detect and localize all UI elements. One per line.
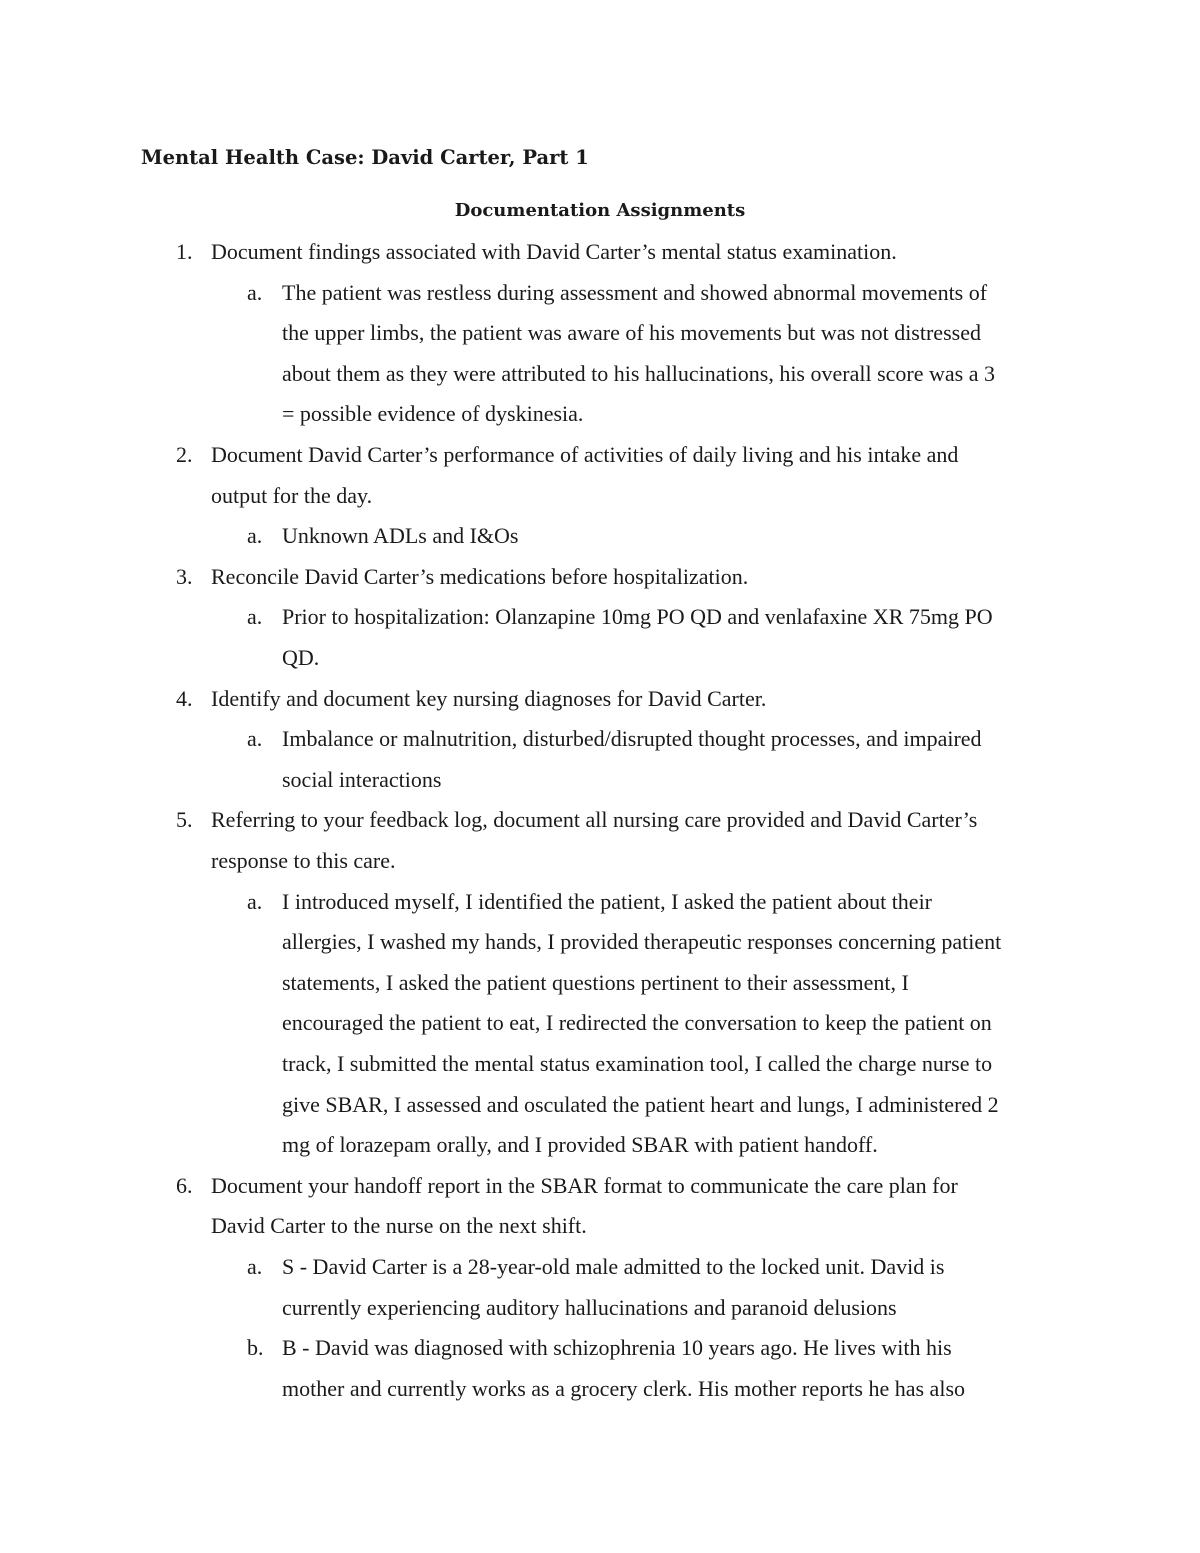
subitem-letter: a.: [247, 888, 263, 914]
line-text: statements, I asked the patient questions pertinent to their assessment, I: [282, 969, 909, 995]
line-text: Prior to hospitalization: Olanzapine 10mg PO QD and venlafaxine XR 75mg PO: [282, 604, 993, 630]
sub-item-line: [0, 1247, 1200, 1288]
list-item-line: [0, 476, 1200, 517]
list-item-line: [0, 841, 1200, 882]
line-text: Imbalance or malnutrition, disturbed/disrupted thought processes, and impaired: [282, 726, 982, 752]
line-text: Identify and document key nursing diagnoses for David Carter.: [211, 685, 767, 711]
sub-item-line: [0, 963, 1200, 1004]
line-text: = possible evidence of dyskinesia.: [282, 401, 584, 427]
line-text: currently experiencing auditory hallucinations and paranoid delusions: [282, 1294, 897, 1320]
item-number: 3.: [176, 563, 193, 589]
sub-item-line: [0, 1288, 1200, 1329]
line-text: Document findings associated with David Carter’s mental status examination.: [211, 239, 897, 264]
sub-item-line: [0, 1125, 1200, 1166]
section-heading: Documentation Assignments: [454, 200, 746, 221]
sub-item-line: [0, 354, 1200, 395]
item-number: 4.: [176, 685, 193, 711]
subitem-letter: a.: [247, 523, 263, 549]
sub-item-line: [0, 313, 1200, 354]
sub-item-line: [0, 922, 1200, 963]
list-item-line: [0, 1206, 1200, 1247]
line-text: social interactions: [282, 766, 442, 792]
line-text: mother and currently works as a grocery clerk. His mother reports he has also: [282, 1375, 965, 1401]
line-text: The patient was restless during assessment and showed abnormal movements of: [282, 279, 988, 305]
line-text: Document your handoff report in the SBAR format to communicate the care plan for: [211, 1172, 958, 1198]
sub-item-line: [0, 1328, 1200, 1369]
list-item-line: [0, 435, 1200, 476]
case-title: Mental Health Case: David Carter, Part 1: [141, 146, 589, 169]
sub-item-line: [0, 597, 1200, 638]
line-text: Referring to your feedback log, document all nursing care provided and David Carter’s: [211, 807, 978, 833]
list-item-line: [0, 800, 1200, 841]
subitem-letter: a.: [247, 1254, 263, 1279]
line-text: QD.: [282, 645, 320, 670]
list-item-line: [0, 232, 1200, 273]
sub-item-line: [0, 760, 1200, 801]
line-text: encouraged the patient to eat, I redirected the conversation to keep the patient on: [282, 1010, 992, 1036]
line-text: output for the day.: [211, 482, 373, 508]
sub-item-line: [0, 1003, 1200, 1044]
line-text: David Carter to the nurse on the next shift.: [211, 1213, 587, 1239]
sub-item-line: [0, 882, 1200, 923]
line-text: the upper limbs, the patient was aware of his movements but was not distressed: [282, 320, 981, 346]
line-text: Reconcile David Carter’s medications before hospitalization.: [211, 563, 749, 589]
item-number: 5.: [176, 807, 193, 833]
line-text: about them as they were attributed to his hallucinations, his overall score was a 3: [282, 360, 995, 386]
list-item-line: [0, 679, 1200, 720]
line-text: mg of lorazepam orally, and I provided SBAR with patient handoff.: [282, 1132, 878, 1158]
item-number: 6.: [176, 1172, 193, 1198]
line-text: S - David Carter is a 28-year-old male admitted to the locked unit. David is: [282, 1254, 945, 1279]
list-item-line: [0, 1166, 1200, 1207]
sub-item-line: [0, 638, 1200, 679]
line-text: allergies, I washed my hands, I provided therapeutic responses concerning patient: [282, 929, 1002, 955]
line-text: Document David Carter’s performance of activities of daily living and his intake and: [211, 442, 959, 467]
line-text: give SBAR, I assessed and osculated the patient heart and lungs, I administered 2: [282, 1091, 999, 1117]
sub-item-line: [0, 719, 1200, 760]
subitem-letter: a.: [247, 279, 263, 305]
item-number: 2.: [176, 442, 193, 467]
line-text: response to this care.: [211, 848, 396, 873]
subitem-letter: a.: [247, 726, 263, 752]
sub-item-line: [0, 1044, 1200, 1085]
line-text: track, I submitted the mental status examination tool, I called the charge nurse to: [282, 1051, 993, 1076]
line-text: I introduced myself, I identified the patient, I asked the patient about their: [282, 888, 933, 914]
sub-item-line: [0, 273, 1200, 314]
item-number: 1.: [176, 239, 193, 264]
sub-item-line: [0, 1085, 1200, 1126]
sub-item-line: [0, 394, 1200, 435]
subitem-letter: b.: [247, 1335, 264, 1361]
line-text: B - David was diagnosed with schizophrenia 10 years ago. He lives with his: [282, 1335, 952, 1361]
sub-item-line: [0, 1369, 1200, 1410]
sub-item-line: [0, 516, 1200, 557]
subitem-letter: a.: [247, 604, 263, 630]
list-item-line: [0, 557, 1200, 598]
line-text: Unknown ADLs and I&Os: [282, 523, 519, 549]
